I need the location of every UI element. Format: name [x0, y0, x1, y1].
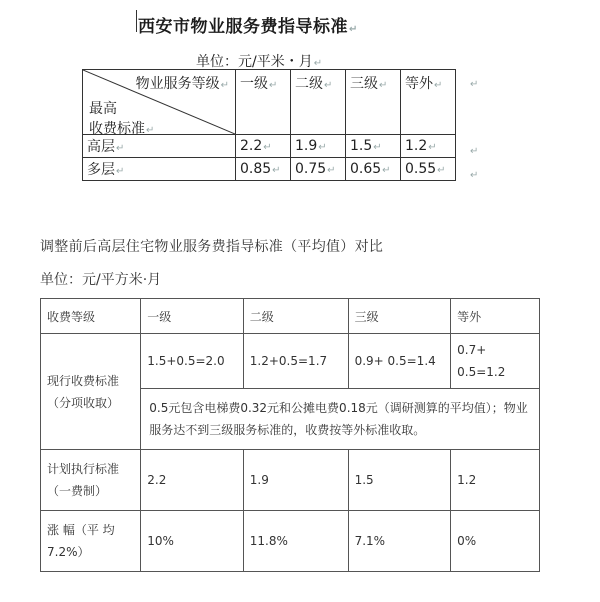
row-end-mark: ↵	[470, 170, 479, 181]
comparison-table	[40, 298, 540, 572]
level-header: 三级↵	[346, 70, 401, 135]
value-cell: 1.5↵	[346, 135, 401, 158]
value-cell: 1.5	[348, 450, 451, 511]
table-row	[41, 450, 540, 511]
value-cell: 11.8%	[243, 511, 348, 572]
value-cell: 1.2	[451, 450, 540, 511]
row-label: 多层↵	[83, 158, 236, 181]
value-cell: 2.2	[141, 450, 244, 511]
table-row	[83, 158, 456, 181]
value-cell: 1.2+0.5=1.7	[243, 334, 348, 389]
document-title: 西安市物业服务费指导标准↵	[138, 17, 358, 37]
value-cell: 10%	[141, 511, 244, 572]
value-cell: 2.2↵	[236, 135, 291, 158]
row-label-increase: 涨 幅（平 均 7.2%）	[41, 511, 141, 572]
note-cell: 0.5元包含电梯费0.32元和公摊电费0.18元（调研测算的平均值）；物业服务达不到三级服务标准的，收费按等外标准收取。	[141, 389, 540, 450]
table-row	[41, 334, 540, 389]
table-row	[41, 511, 540, 572]
header-cell: 收费等级	[41, 299, 141, 334]
header-max-label: 最高	[89, 101, 117, 117]
header-service-level: 物业服务等级↵	[135, 76, 229, 92]
value-cell: 0.9+ 0.5=1.4	[348, 334, 451, 389]
value-cell: 7.1%	[348, 511, 451, 572]
value-cell: 0.85↵	[236, 158, 291, 181]
header-cell: 二级	[243, 299, 348, 334]
header-fee-standard-label: 收费标准↵	[89, 121, 155, 137]
unit-label-2: 单位：元/平方米·月	[40, 272, 162, 288]
row-label-current: 现行收费标准（分项收取）	[41, 334, 141, 450]
value-cell: 1.9↵	[291, 135, 346, 158]
value-cell: 0.65↵	[346, 158, 401, 181]
value-cell: 0.7+ 0.5=1.2	[451, 334, 540, 389]
row-label-planned: 计划执行标准（一费制）	[41, 450, 141, 511]
level-header: 等外↵	[401, 70, 456, 135]
unit-label: 单位：元/平米・月↵	[196, 54, 323, 70]
value-cell: 0.55↵	[401, 158, 456, 181]
header-cell: 一级	[141, 299, 244, 334]
value-cell: 1.5+0.5=2.0	[141, 334, 244, 389]
row-end-mark: ↵	[470, 79, 479, 90]
header-cell: 等外	[451, 299, 540, 334]
level-header: 一级↵	[236, 70, 291, 135]
guideline-table	[82, 69, 456, 181]
value-cell: 1.9	[243, 450, 348, 511]
value-cell: 0.75↵	[291, 158, 346, 181]
header-cell: 三级	[348, 299, 451, 334]
row-end-mark: ↵	[470, 146, 479, 157]
header-row	[41, 299, 540, 334]
value-cell: 1.2↵	[401, 135, 456, 158]
section-heading: 调整前后高层住宅物业服务费指导标准（平均值）对比	[40, 239, 384, 255]
level-header: 二级↵	[291, 70, 346, 135]
row-label: 高层↵	[83, 135, 236, 158]
value-cell: 0%	[451, 511, 540, 572]
text-cursor	[136, 10, 137, 32]
diagonal-header-cell	[83, 70, 236, 135]
